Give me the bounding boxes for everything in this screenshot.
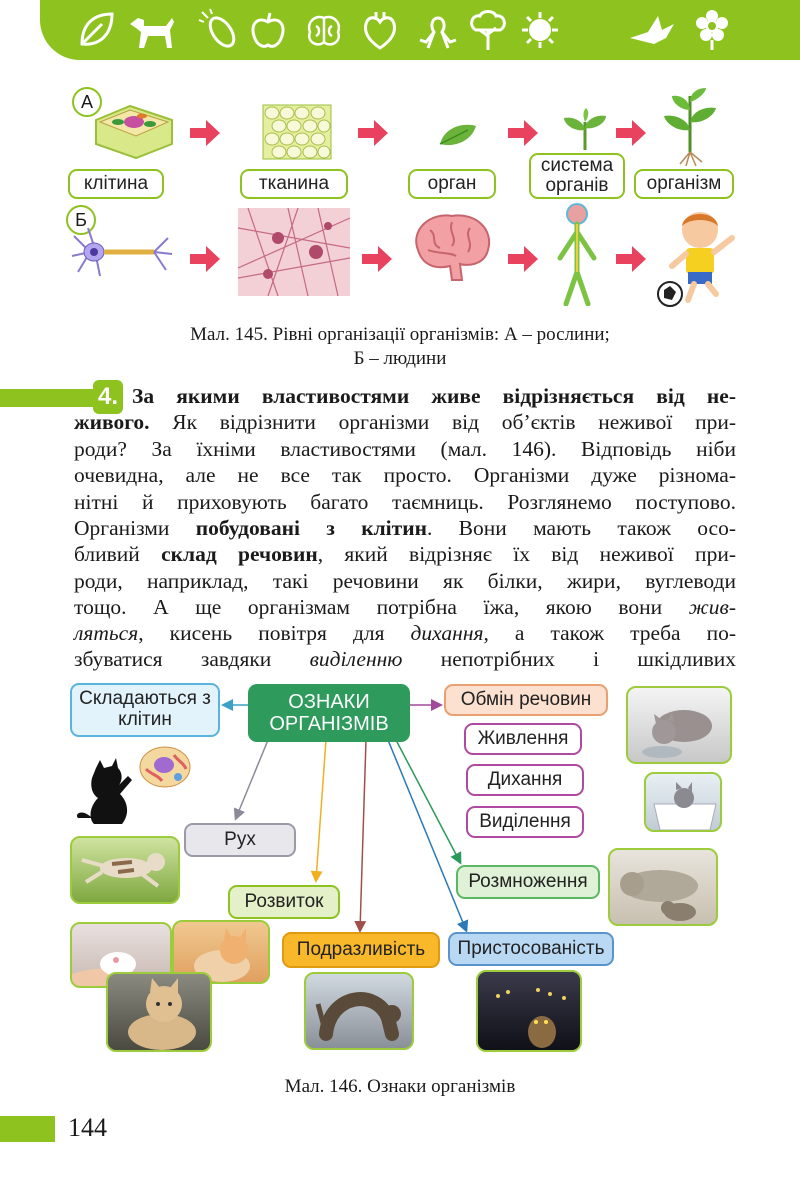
brain-icon xyxy=(302,8,346,52)
paragraph-text: Організми xyxy=(74,516,196,540)
organism-features-center xyxy=(248,684,410,742)
feature-respiration: Дихання xyxy=(466,764,584,796)
flower-icon xyxy=(690,8,734,52)
feature-cells: Складаються з клітин xyxy=(70,683,220,737)
row-a-marker: А xyxy=(72,87,102,117)
arrow-icon xyxy=(362,246,392,272)
nerve-tissue-illustration xyxy=(238,208,350,296)
apple-icon xyxy=(246,8,290,52)
photo-cat-in-litter-box xyxy=(644,772,722,832)
animal-cell-illustration xyxy=(138,745,192,789)
paragraph-text: нітні й приховують багато таємниць. Розглянемо поступово. xyxy=(74,490,736,514)
dog-icon xyxy=(124,8,180,52)
photo-running-kitten xyxy=(70,836,180,904)
paragraph-text: , а також треба по- xyxy=(483,621,736,645)
plant-cell-illustration xyxy=(90,100,176,162)
center-line1: ОЗНАКИ xyxy=(288,691,370,713)
virus-icon xyxy=(518,8,562,52)
feature-irritability: Подразливість xyxy=(282,932,440,968)
paragraph-text: роди? За їхніми властивостями (мал. 146). Відповідь ніби xyxy=(74,437,736,461)
section-number: 4. xyxy=(93,380,123,414)
figure-146-caption: Мал. 146. Ознаки організмів xyxy=(284,1076,516,1097)
key-term: жив- xyxy=(688,595,736,619)
plant-tissue-illustration xyxy=(262,104,332,160)
row-b-marker: Б xyxy=(66,205,96,235)
paragraph-text: Як відрізнити організми від об’єктів неживої при- xyxy=(149,410,736,434)
paragraph-text: , кисень повітря для xyxy=(138,621,411,645)
photo-arched-cat xyxy=(304,972,414,1050)
arrow-icon xyxy=(508,120,538,146)
label-organism: організм xyxy=(634,169,734,199)
label-organ: орган xyxy=(408,169,496,199)
center-line2: ОРГАНІЗМІВ xyxy=(269,713,389,735)
shoot-system-illustration xyxy=(560,108,610,150)
frog-icon xyxy=(412,8,464,52)
key-term: склад речовин xyxy=(161,542,318,566)
key-term: побудовані з клітин xyxy=(195,516,427,540)
feature-metabolism: Обмін речовин xyxy=(444,684,608,716)
feature-nutrition: Живлення xyxy=(464,723,582,755)
feature-adaptation: Пристосованість xyxy=(448,932,614,966)
key-term: виділенню xyxy=(309,647,403,671)
photo-adult-cat xyxy=(106,972,212,1052)
nervous-system-illustration xyxy=(554,202,600,306)
paragraph-text: , який відрізняє їх від неживої при- xyxy=(317,542,736,566)
section-marker-bar xyxy=(0,389,100,407)
paragraph-text: . Вони мають також осо- xyxy=(427,516,736,540)
arrow-icon xyxy=(190,120,220,146)
key-term: ляться xyxy=(74,621,139,645)
arrow-icon xyxy=(358,120,388,146)
figure-145-caption-line2: Б – людини xyxy=(353,348,447,369)
paragraph-text: роди, наприклад, такі речовини як білки, жири, вуглеводи xyxy=(74,569,736,593)
heart-icon xyxy=(358,8,402,52)
page-number-bar xyxy=(0,1116,55,1142)
paragraph-text: збуватися завдяки xyxy=(74,647,310,671)
key-term: дихання xyxy=(410,621,484,645)
paragraph-text: очевидна, але не все так просто. Організми дуже різнома- xyxy=(74,463,736,487)
bacterium-icon xyxy=(198,8,242,52)
black-cat-silhouette xyxy=(72,758,144,828)
arrow-icon xyxy=(190,246,220,272)
photo-cat-in-dark xyxy=(476,970,582,1052)
header-band xyxy=(40,0,800,60)
paragraph-text: тощо. А ще організмам потрібна їжа, якою вони xyxy=(74,595,689,619)
feature-development: Розвиток xyxy=(228,885,340,919)
bird-icon xyxy=(626,8,678,52)
feature-excretion: Виділення xyxy=(466,806,584,838)
feature-reproduction: Розмноження xyxy=(456,865,600,899)
photo-cat-eating xyxy=(626,686,732,764)
page-number: 144 xyxy=(68,1113,107,1142)
arrow-icon xyxy=(508,246,538,272)
arrow-icon xyxy=(616,120,646,146)
plant-organism-illustration xyxy=(660,86,720,166)
arrow-icon xyxy=(616,246,646,272)
label-cell: клітина xyxy=(68,169,164,199)
section-heading-end: живого. xyxy=(74,410,150,434)
feature-movement: Рух xyxy=(184,823,296,857)
boy-playing-football-illustration xyxy=(654,208,738,308)
leaf-icon xyxy=(74,8,118,52)
label-organ-system: система органів xyxy=(529,153,625,199)
label-tissue: тканина xyxy=(240,169,348,199)
tree-icon xyxy=(466,8,510,52)
leaf-organ-illustration xyxy=(438,122,478,148)
neuron-illustration xyxy=(70,226,174,278)
section-heading: За якими властивостями живе відрізняється від не- xyxy=(132,384,736,408)
photo-cat-with-kittens xyxy=(608,848,718,926)
brain-organ-illustration xyxy=(410,210,494,282)
paragraph-text: бливий xyxy=(74,542,162,566)
paragraph-text: непотрібних і шкідливих xyxy=(402,647,736,671)
figure-145-caption-line1: Мал. 145. Рівні організації організмів: А – рослини; xyxy=(190,324,610,345)
